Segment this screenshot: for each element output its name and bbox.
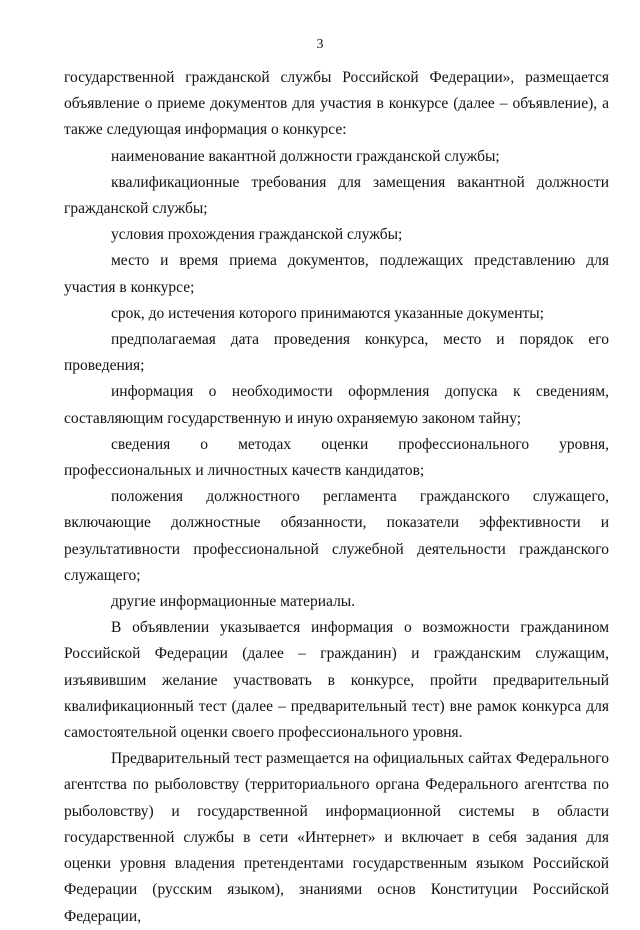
paragraph-preliminary-test-info: В объявлении указывается информация о возможности гражданином Российской Федерации (далее – гражданин) и гражданским служащим, изъявившим желание участвовать в конкурсе, пройти предварительный квалификационный тест (далее – предварительный тест) вне рамок конкурса для самостоятельной оценки своего профессионального уровня. — [64, 619, 609, 742]
paragraph-service-conditions: условия прохождения гражданской службы; — [111, 226, 403, 244]
paragraph-document-submission: место и время приема документов, подлежащих представлению для участия в конкурсе; — [64, 252, 609, 296]
paragraph-qualification-requirements: квалификационные требования для замещения вакантной должности гражданской службы; — [64, 173, 609, 218]
paragraph-contest-date: предполагаемая дата проведения конкурса, место и порядок его проведения; — [64, 331, 609, 375]
paragraph-submission-deadline: срок, до истечения которого принимаются указанные документы; — [111, 304, 544, 322]
paragraph-evaluation-methods: сведения о методах оценки профессионального уровня, профессиональных и личностных качеств кандидатов; — [64, 435, 609, 480]
paragraph-vacancy-name: наименование вакантной должности гражданской службы; — [111, 147, 500, 165]
paragraph-other-materials: другие информационные материалы. — [111, 593, 356, 611]
paragraph-announcement-intro: государственной гражданской службы Российской Федерации», размещается объявление о приеме документов для участия в конкурсе (далее – объявление), а также следующая информация о конкурсе: — [64, 69, 609, 139]
page-number: 3 — [316, 37, 324, 52]
paragraph-secrecy-clearance: информация о необходимости оформления допуска к сведениям, составляющим государственную и иную охраняемую законом тайну; — [64, 383, 609, 427]
document-body — [64, 65, 609, 930]
paragraph-preliminary-test-placement: Предварительный тест размещается на официальных сайтах Федерального агентства по рыболовству (территориального органа Федерального агентства по рыболовству) и государственной информационной системы в области государственной службы в сети «Интернет» и включает в себя задания для оценки уровня владения претендентами государственным языком Российской Федерации (русским языком), знаниями основ Конституции Российской Федерации, — [64, 750, 609, 925]
paragraph-job-regulations: положения должностного регламента гражданского служащего, включающие должностные обязанности, показатели эффективности и результативности профессиональной служебной деятельности гражданского служащего; — [64, 488, 609, 584]
